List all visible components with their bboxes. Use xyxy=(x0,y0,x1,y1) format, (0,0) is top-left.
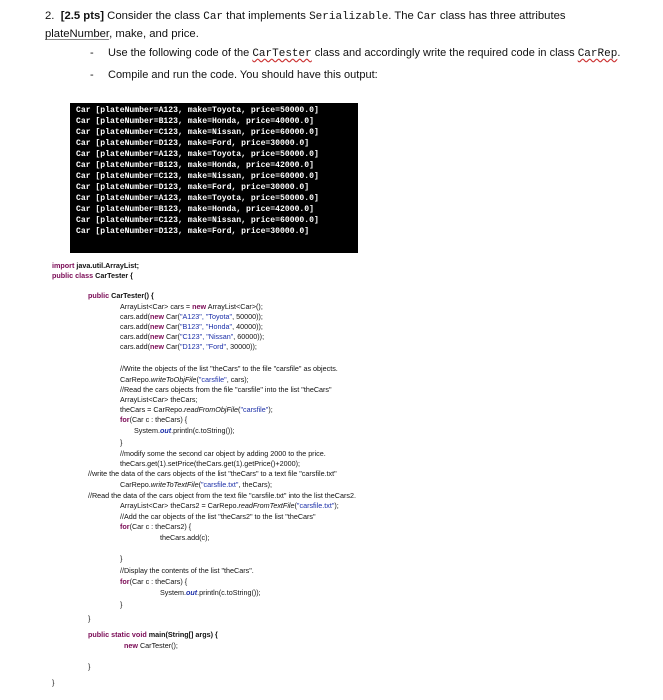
code-text: Car( xyxy=(163,332,180,341)
code-text: CarRepo. xyxy=(120,480,151,489)
kw: public class xyxy=(52,271,94,280)
code-text: CarRepo. xyxy=(120,375,151,384)
code-ctor xyxy=(88,291,154,301)
code-line xyxy=(120,522,191,532)
code-text: cars.add( xyxy=(120,312,150,321)
code-text: , 60000)); xyxy=(233,332,265,341)
ctor-rest: CarTester() { xyxy=(109,291,154,300)
kw: for xyxy=(120,415,130,424)
method: writeToTextFile xyxy=(150,480,199,489)
code-line xyxy=(120,322,263,332)
method: readFromTextFile xyxy=(238,501,295,510)
string: "C123", "Nissan" xyxy=(179,332,234,341)
code-line: } xyxy=(88,662,91,671)
kw: public xyxy=(88,291,110,300)
b1-text-c: . xyxy=(617,47,621,59)
b1-class2: CarRep xyxy=(577,48,618,60)
string: "A123", "Toyota" xyxy=(179,312,233,321)
class-name: Car xyxy=(203,11,224,23)
question-text-a: Consider the class xyxy=(104,10,204,22)
code-comment: //modify some the second car object by adding 2000 to the price. xyxy=(120,449,326,458)
code-text: ArrayList<Car>(); xyxy=(206,302,263,311)
attr-platenumber: plateNumber xyxy=(45,28,110,40)
kw: new xyxy=(149,322,164,331)
kw: for xyxy=(120,522,130,531)
b2-text: Compile and run the code. You should have this output: xyxy=(108,69,378,81)
question-number: 2. xyxy=(45,10,55,22)
code-text: Car( xyxy=(163,322,180,331)
string: "B123", "Honda" xyxy=(179,322,233,331)
kw: new xyxy=(124,641,138,650)
question-points: [2.5 pts] xyxy=(60,10,105,22)
code-comment: //Write the objects of the list "theCars" to the file "carsfile" as objects. xyxy=(120,364,338,373)
code-text: , 50000)); xyxy=(232,312,263,321)
question-text-c: . The xyxy=(388,10,417,22)
code-text: (Car c : theCars2) { xyxy=(129,522,192,531)
code-line xyxy=(120,302,263,312)
code-line: } xyxy=(120,600,123,609)
question-text-d: class has three attributes xyxy=(436,10,566,22)
code-text: , theCars); xyxy=(238,480,273,489)
code-line xyxy=(134,426,235,436)
console-line: Car [plateNumber=A123, make=Toyota, price=50000.0] xyxy=(76,150,319,159)
b1-class: CarTester xyxy=(252,48,312,60)
class-decl-rest: CarTester { xyxy=(93,271,133,280)
code-text: (Car c : theCars) { xyxy=(129,415,188,424)
code-line xyxy=(120,342,257,352)
code-line xyxy=(120,480,272,490)
code-text: cars.add( xyxy=(120,342,150,351)
code-text: , 40000)); xyxy=(232,322,263,331)
method: writeToObjFile xyxy=(150,375,197,384)
code-text: ( xyxy=(196,375,199,384)
code-text: ); xyxy=(268,405,273,414)
question-text xyxy=(45,8,650,43)
string: "carsfile.txt" xyxy=(200,480,239,489)
code-text: ( xyxy=(238,405,241,414)
code-line xyxy=(120,375,249,385)
interface-name: Serializable xyxy=(309,11,389,23)
string: "carsfile" xyxy=(240,405,269,414)
code-text: System. xyxy=(134,426,160,435)
code-text: cars.add( xyxy=(120,322,150,331)
code-text: Car( xyxy=(163,312,180,321)
instruction-list xyxy=(90,46,630,89)
code-main-body xyxy=(124,641,178,651)
instruction-item xyxy=(90,46,630,62)
kw: new xyxy=(149,342,164,351)
code-comment: //Add the car objects of the list "theCars2" to the list "theCars" xyxy=(120,512,316,521)
code-text: ( xyxy=(294,501,297,510)
code-comment: //write the data of the cars objects of the list "theCars" to a text file "carsfile.txt" xyxy=(88,469,337,478)
question-text-e: , make, and price. xyxy=(109,28,199,40)
console-line: Car [plateNumber=B123, make=Honda, price=42000.0] xyxy=(76,205,314,214)
instruction-item xyxy=(90,68,630,83)
string: "carsfile.txt" xyxy=(296,501,335,510)
code-text: , 30000)); xyxy=(226,342,257,351)
class-name-2: Car xyxy=(416,11,437,23)
code-line: } xyxy=(120,554,123,563)
code-line: } xyxy=(120,438,123,447)
code-line xyxy=(120,415,187,425)
console-line: Car [plateNumber=D123, make=Ford, price=30000.0] xyxy=(76,139,310,148)
code-comment: //Display the contents of the list "theCars". xyxy=(120,566,254,575)
code-text: ( xyxy=(198,480,201,489)
code-line xyxy=(120,405,273,415)
code-line xyxy=(120,501,339,511)
console-line: Car [plateNumber=A123, make=Toyota, price=50000.0] xyxy=(76,106,319,115)
code-line: } xyxy=(52,678,55,687)
code-text: Car( xyxy=(163,342,180,351)
code-text: ArrayList<Car> theCars2 = CarRepo. xyxy=(120,501,239,510)
question-text-b: that implements xyxy=(223,10,310,22)
console-line: Car [plateNumber=C123, make=Nissan, price=60000.0] xyxy=(76,216,319,225)
code-line: theCars.add(c); xyxy=(160,533,210,542)
console-line: Car [plateNumber=A123, make=Toyota, price=50000.0] xyxy=(76,194,319,203)
console-line: Car [plateNumber=B123, make=Honda, price=40000.0] xyxy=(76,117,314,126)
code-comment: //Read the data of the cars object from the text file "carsfile.txt" into the list theCars2. xyxy=(88,491,356,500)
code-line xyxy=(120,332,264,342)
console-line: Car [plateNumber=D123, make=Ford, price=30000.0] xyxy=(76,227,310,236)
code-text: cars.add( xyxy=(120,332,150,341)
code-comment: //Read the cars objects from the file "carsfile" into the list "theCars" xyxy=(120,385,332,394)
code-line: ArrayList<Car> theCars; xyxy=(120,395,198,404)
kw: public static void xyxy=(88,630,147,639)
code-text: CarTester(); xyxy=(137,641,178,650)
code-text: .println(c.toString()); xyxy=(171,426,235,435)
kw: for xyxy=(120,577,130,586)
b1-text-a: Use the following code of the xyxy=(108,47,253,59)
code-line xyxy=(120,577,187,587)
code-main-decl xyxy=(88,630,218,640)
kw: new xyxy=(149,332,164,341)
main-rest: main(String[] args) { xyxy=(146,630,218,639)
code-line: } xyxy=(88,614,91,623)
code-text: ); xyxy=(334,501,339,510)
code-import xyxy=(52,261,139,271)
kw: new xyxy=(192,302,207,311)
console-line: Car [plateNumber=C123, make=Nissan, price=60000.0] xyxy=(76,172,319,181)
code-text: theCars = CarRepo. xyxy=(120,405,185,414)
kw: import xyxy=(52,261,75,270)
console-output xyxy=(70,103,358,253)
kw: new xyxy=(149,312,164,321)
code-text: (Car c : theCars) { xyxy=(129,577,188,586)
string: "carsfile" xyxy=(198,375,227,384)
b1-text-b: class and accordingly write the required code in class xyxy=(311,47,578,59)
console-line: Car [plateNumber=C123, make=Nissan, price=60000.0] xyxy=(76,128,319,137)
code-text: System. xyxy=(160,588,186,597)
code-line xyxy=(120,312,263,322)
code-text: .println(c.toString()); xyxy=(197,588,261,597)
code-line: theCars.get(1).setPrice(theCars.get(1).getPrice()+2000); xyxy=(120,459,300,468)
import-rest: java.util.ArrayList; xyxy=(74,261,140,270)
console-line: Car [plateNumber=B123, make=Honda, price=42000.0] xyxy=(76,161,314,170)
string: "D123", "Ford" xyxy=(179,342,227,351)
field: out xyxy=(185,588,198,597)
console-line: Car [plateNumber=D123, make=Ford, price=30000.0] xyxy=(76,183,310,192)
code-text: , cars); xyxy=(226,375,249,384)
code-class-decl xyxy=(52,271,133,281)
method: readFromObjFile xyxy=(184,405,239,414)
code-line xyxy=(160,588,261,598)
field: out xyxy=(159,426,172,435)
code-text: ArrayList<Car> cars = xyxy=(120,302,193,311)
